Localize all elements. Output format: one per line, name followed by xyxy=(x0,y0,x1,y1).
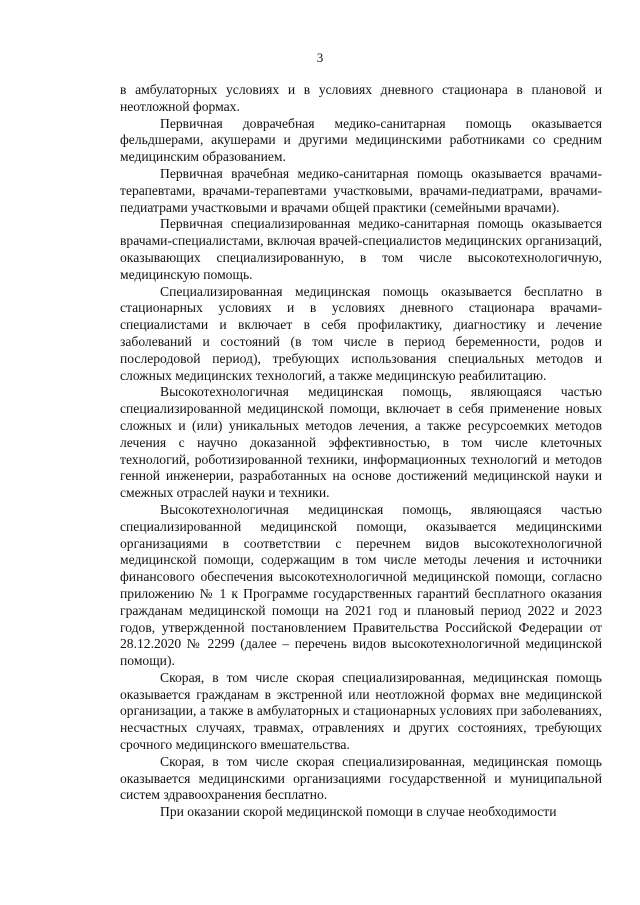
paragraph: в амбулаторных условиях и в условиях дневного стационара в плановой и неотложной формах. xyxy=(120,82,602,114)
paragraph: Первичная доврачебная медико-санитарная помощь оказывается фельдшерами, акушерами и другими медицинскими работниками со средним медицинским образованием. xyxy=(120,115,602,165)
paragraph: При оказании скорой медицинской помощи в случае необходимости xyxy=(160,804,557,820)
paragraph: Скорая, в том числе скорая специализированная, медицинская помощь оказывается гражданам в экстренной или неотложной формах вне медицинской организации, а также в амбулаторных и стационарных условиях при заболеваниях, несчастных случаях, травмах, отравлениях и других состояниях, требующих срочного медицинского вмешательства. xyxy=(120,669,602,753)
paragraph: Первичная врачебная медико-санитарная помощь оказывается врачами-терапевтами, врачами-терапевтами участковыми, врачами-педиатрами, врачами-педиатрами участковыми и врачами общей практики (семейными врачами). xyxy=(120,165,602,215)
paragraph: Первичная специализированная медико-санитарная помощь оказывается врачами-специалистами, включая врачей-специалистов медицинских организаций, оказывающих специализированную, в том числе высокотехнологичную, медицинскую помощь. xyxy=(120,216,602,282)
paragraph: Скорая, в том числе скорая специализированная, медицинская помощь оказывается медицинскими организациями государственной и муниципальной систем здравоохранения бесплатно. xyxy=(120,753,602,803)
paragraph: Специализированная медицинская помощь оказывается бесплатно в стационарных условиях и в условиях дневного стационара врачами-специалистами и включает в себя профилактику, диагностику и лечение заболеваний и состояний (в том числе в период беременности, родов и послеродовой период), требующих использования специальных методов и сложных медицинских технологий, а также медицинскую реабилитацию. xyxy=(120,283,602,383)
paragraph: Высокотехнологичная медицинская помощь, являющаяся частью специализированной медицинской помощи, включает в себя применение новых сложных и (или) уникальных методов лечения, а также ресурсоемких методов лечения с научно доказанной эффективностью, в том числе клеточных технологий, роботизированной техники, информационных технологий и методов генной инженерии, разработанных на основе достижений медицинской науки и смежных отраслей науки и техники. xyxy=(120,384,602,501)
paragraph: Высокотехнологичная медицинская помощь, являющаяся частью специализированной медицинской помощи, оказывается медицинскими организациями в соответствии с перечнем видов высокотехнологичной медицинской помощи, содержащим в том числе методы лечения и источники финансового обеспечения высокотехнологичной медицинской помощи, согласно приложению № 1 к Программе государственных гарантий бесплатного оказания гражданам медицинской помощи на 2021 год и плановый период 2022 и 2023 годов, утвержденной постановлением Правительства Российской Федерации от 28.12.2020 № 2299 (далее – перечень видов высокотехнологичной медицинской помощи). xyxy=(120,501,602,669)
document-body xyxy=(120,82,602,821)
page-number: 3 xyxy=(316,50,324,65)
